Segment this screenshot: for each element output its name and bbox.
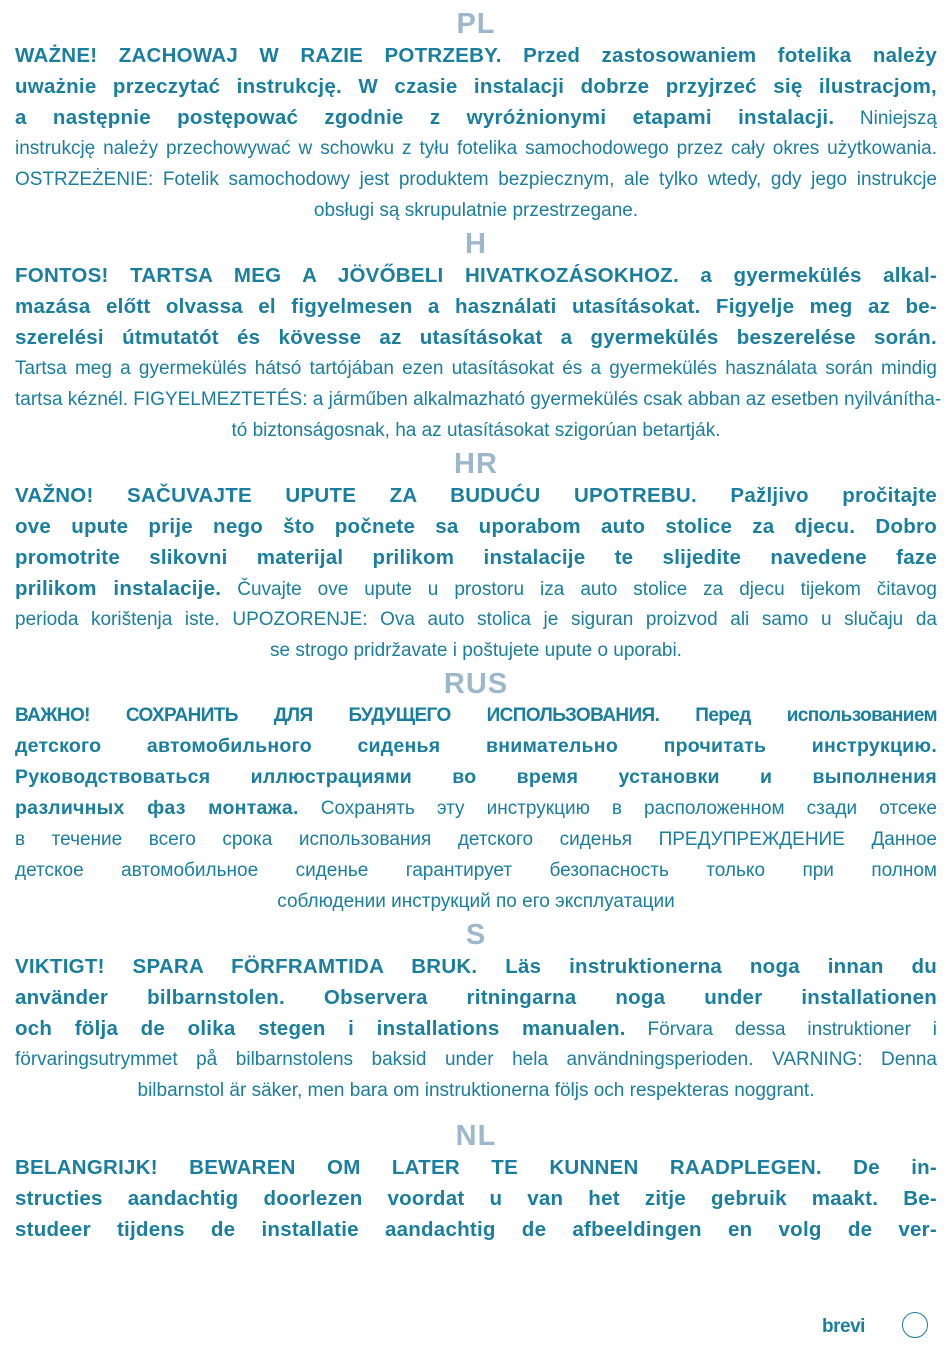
text-line: se strogo pridržavate i poštujete upute o uporabi. <box>270 640 682 661</box>
text-line: tó biztonságosnak, ha az utasításokat szigorúan betartják. <box>231 420 721 441</box>
text-line: детского автомобильного сиденья внимательно прочитать инструкцию. <box>15 735 937 757</box>
text-line: uważnie przeczytać instrukcję. W czasie instalacji dobrze przyjrzeć się ilustracjom, <box>15 75 937 98</box>
text-line: BELANGRIJK! BEWAREN OM LATER TE KUNNEN RAADPLEGEN. De in- <box>15 1156 937 1179</box>
text-line: соблюдении инструкций по его эксплуатации <box>277 891 675 912</box>
text-line: förvaringsutrymmet på bilbarnstolens baksid under hela användningsperioden. VARNING: Denna <box>15 1049 937 1070</box>
language-code: NL <box>455 1120 497 1152</box>
section-s <box>15 919 937 1106</box>
text-line: VAŽNO! SAČUVAJTE UPUTE ZA BUDUĆU UPOTREBU. Pažljivo pročitajte <box>15 484 937 507</box>
text-line: mazása előtt olvassa el figyelmesen a használati utasításokat. Figyelje meg az be- <box>15 295 937 318</box>
text-line: obsługi są skrupulatnie przestrzegane. <box>313 200 639 221</box>
document-body <box>15 8 942 1247</box>
brand-logo: brevi <box>822 1316 865 1337</box>
language-code: S <box>465 919 487 951</box>
section-hr <box>15 448 937 666</box>
text-line: använder bilbarnstolen. Observera ritningarna noga under installationen <box>15 986 937 1009</box>
text-line: bilbarnstol är säker, men bara om instruktionerna följs och respekteras noggrant. <box>137 1080 815 1101</box>
text-line: instrukcję należy przechowywać w schowku z tyłu fotelika samochodowego przez cały okres użytkowania. <box>15 138 937 159</box>
text-line: ove upute prije nego što počnete sa uporabom auto stolice za djecu. Dobro <box>15 515 937 538</box>
language-code: H <box>465 228 487 260</box>
text-line: различных фаз монтажа. Сохранять эту инструкцию в расположенном сзади отсеке <box>15 797 937 819</box>
text-line: FONTOS! TARTSA MEG A JÖVŐBELI HIVATKOZÁSOKHOZ. a gyermekülés alkal- <box>15 264 937 287</box>
text-line: Tartsa meg a gyermekülés hátsó tartójában ezen utasításokat és a gyermekülés használata során mindig <box>15 358 937 379</box>
text-line: szerelési útmutatót és kövesse az utasításokat a gyermekülés beszerelése során. <box>15 326 937 349</box>
text-line: WAŻNE! ZACHOWAJ W RAZIE POTRZEBY. Przed zastosowaniem fotelika należy <box>15 44 937 67</box>
text-line: ВАЖНО! СОХРАНИТЬ ДЛЯ БУДУЩЕГО ИСПОЛЬЗОВАНИЯ. Перед использованием <box>15 705 937 726</box>
text-line: OSTRZEŻENIE: Fotelik samochodowy jest produktem bezpiecznym, ale tylko wtedy, gdy jego instrukcje <box>15 169 937 190</box>
text-line: structies aandachtig doorlezen voordat u van het zitje gebruik maakt. Be- <box>15 1187 937 1210</box>
text-line: детское автомобильное сиденье гарантирует безопасность только при полном <box>15 860 937 881</box>
text-line: och följa de olika stegen i installations manualen. Förvara dessa instruktioner i <box>15 1017 937 1040</box>
text-line: prilikom instalacije. Čuvajte ove upute u prostoru iza auto stolice za djecu tijekom čitavog <box>15 577 937 600</box>
paragraph <box>15 260 942 446</box>
paragraph <box>15 951 937 1106</box>
text-line: studeer tijdens de installatie aandachtig de afbeeldingen en volg de ver- <box>15 1218 937 1241</box>
text-line: perioda korištenja iste. UPOZORENJE: Ova auto stolica je siguran proizvod ali samo u slučaju da <box>15 609 937 630</box>
text-line: promotrite slikovni materijal prilikom instalacije te slijedite navedene faze <box>15 546 937 569</box>
section-nl <box>15 1120 937 1245</box>
paragraph <box>15 1152 937 1245</box>
section-pl <box>15 8 937 226</box>
text-line: Руководствоваться иллюстрациями во время установки и выполнения <box>15 766 937 788</box>
language-code: PL <box>456 8 496 40</box>
paragraph <box>15 700 937 917</box>
language-code: HR <box>454 448 498 480</box>
paragraph <box>15 480 937 666</box>
section-h <box>15 228 942 446</box>
language-code: RUS <box>443 668 509 700</box>
text-line: a następnie postępować zgodnie z wyróżnionymi etapami instalacji. Niniejszą <box>15 106 937 129</box>
section-rus <box>15 668 937 917</box>
paragraph <box>15 40 937 226</box>
page-number-circle <box>902 1312 928 1338</box>
text-line: в течение всего срока использования детского сиденья ПРЕДУПРЕЖДЕНИЕ Данное <box>15 829 937 850</box>
text-line: tartsa kéznél. FIGYELMEZTETÉS: a járműben alkalmazható gyermekülés csak abban az esetben nyilvánítha- <box>15 389 942 410</box>
text-line: VIKTIGT! SPARA FÖRFRAMTIDA BRUK. Läs instruktionerna noga innan du <box>15 955 937 978</box>
